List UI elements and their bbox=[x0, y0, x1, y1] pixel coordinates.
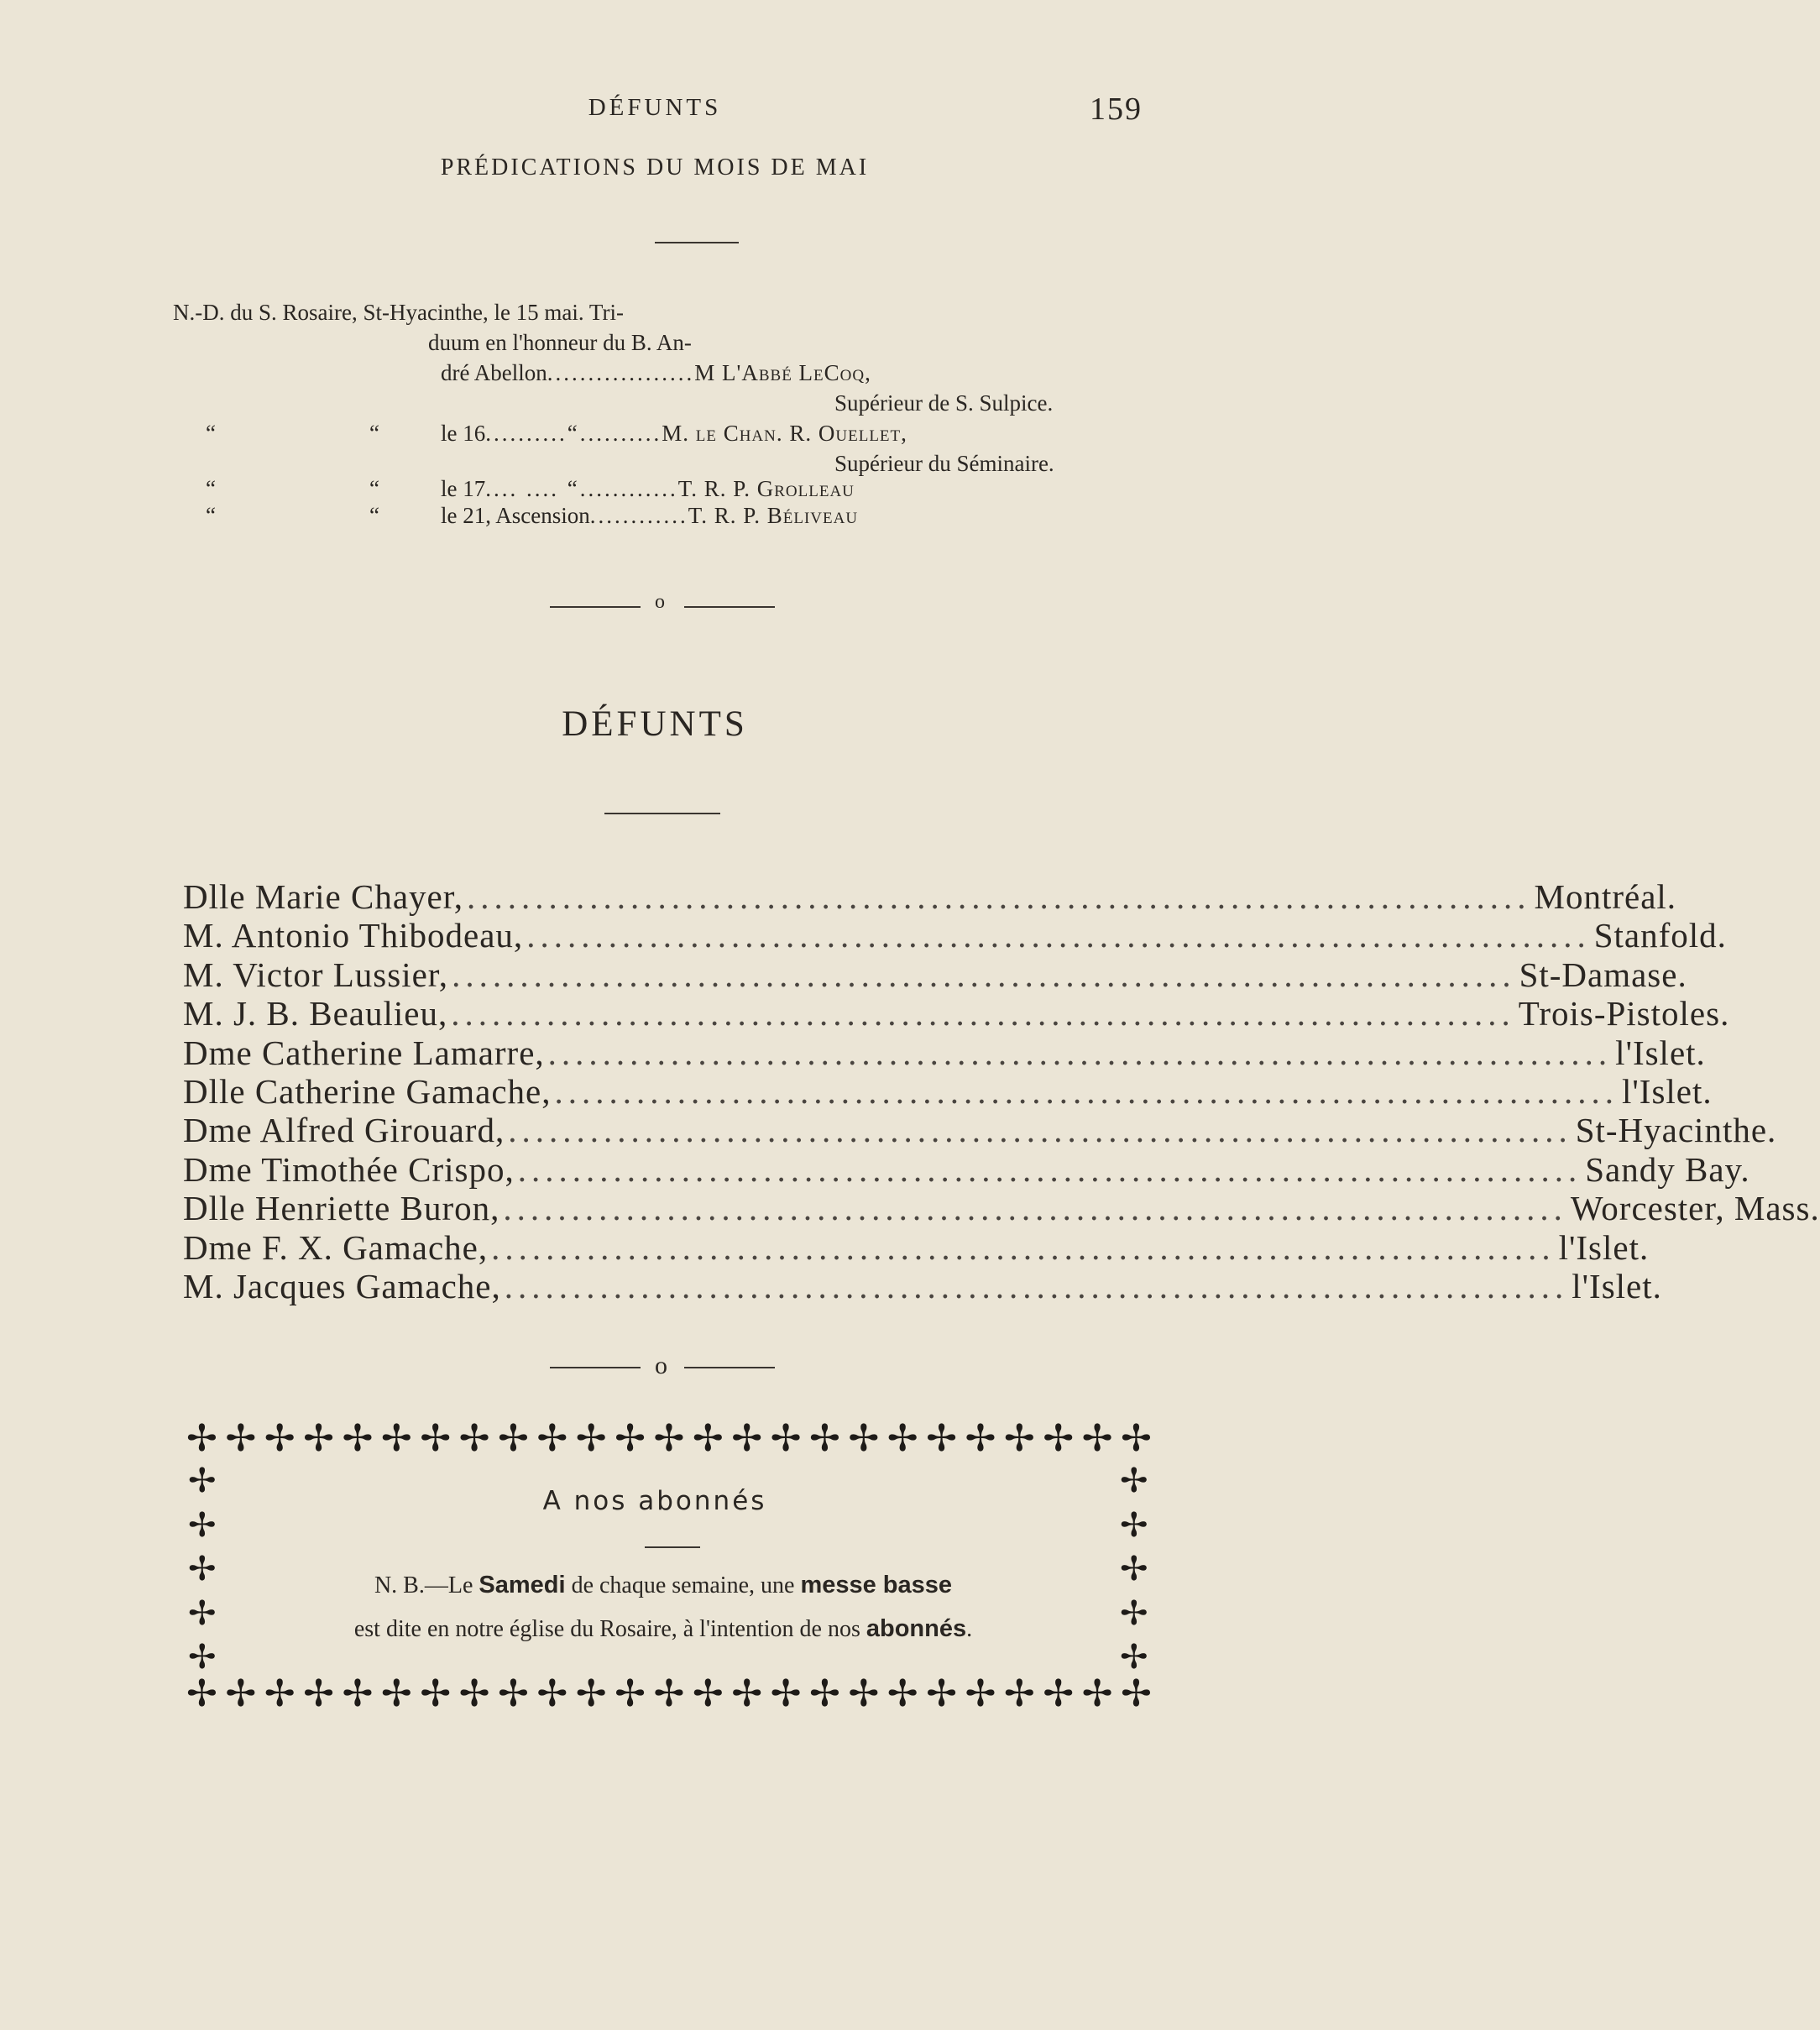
notice-text: de chaque semaine, une bbox=[565, 1572, 801, 1598]
dot-leader: .............................................................................. bbox=[491, 1227, 1556, 1267]
dot-leader: .............................................................................. bbox=[451, 994, 1515, 1033]
ditto-mark: “ bbox=[369, 476, 379, 501]
dot-leader: ............ bbox=[589, 503, 688, 528]
ditto-mark: “ bbox=[206, 503, 216, 528]
deceased-name: M. J. B. Beaulieu, bbox=[183, 994, 448, 1033]
dot-leader: .............................................................................. bbox=[554, 1071, 1619, 1111]
deceased-place: l'Islet. bbox=[1622, 1071, 1713, 1111]
dot-leader: .............................................................................. bbox=[467, 877, 1531, 916]
notice-title: A nos abonnés bbox=[542, 1486, 767, 1516]
running-header: DÉFUNTS bbox=[588, 94, 722, 121]
preaching-text: duum en l'honneur du B. An- bbox=[428, 330, 692, 355]
deceased-place: Trois-Pistoles. bbox=[1518, 994, 1730, 1033]
deceased-place: l'Islet. bbox=[1615, 1033, 1706, 1072]
preaching-text: N.-D. du S. Rosaire, St-Hyacinthe, le 15 mai. Tri- bbox=[173, 300, 624, 325]
deceased-place: l'Islet. bbox=[1558, 1227, 1650, 1267]
dot-leader: .............................................................................. bbox=[526, 916, 1591, 955]
preacher-title: Supérieur du Séminaire. bbox=[834, 451, 1054, 476]
preaching-text: dré Abellon bbox=[441, 360, 547, 385]
separator-ornament: o bbox=[655, 1352, 667, 1379]
deceased-place: Sandy Bay. bbox=[1585, 1149, 1750, 1189]
notice-text: N. B.—Le bbox=[374, 1572, 479, 1598]
dot-leader: .............................................................................. bbox=[503, 1189, 1567, 1228]
ditto-mark: “ bbox=[206, 476, 216, 501]
page-number: 159 bbox=[1090, 92, 1143, 127]
deceased-name: Dlle Marie Chayer, bbox=[183, 877, 463, 916]
ornament-border-top: ✢ ✢ ✢ ✢ ✢ ✢ ✢ ✢ ✢ ✢ ✢ ✢ ✢ ✢ ✢ ✢ ✢ ✢ ✢ ✢ ✢ ✢ ✢ ✢ ✢ bbox=[186, 1418, 1152, 1459]
deceased-name: Dlle Catherine Gamache, bbox=[183, 1071, 552, 1111]
ornament-border-left: ✢ ✢ ✢ ✢ ✢ bbox=[188, 1462, 217, 1676]
preaching-text: le 21, Ascension bbox=[441, 503, 590, 528]
deceased-name: Dme Alfred Girouard, bbox=[183, 1111, 505, 1150]
deceased-section-title: DÉFUNTS bbox=[562, 704, 748, 744]
ornament-border-right: ✢ ✢ ✢ ✢ ✢ bbox=[1120, 1462, 1148, 1676]
dot-leader: .............................................................................. bbox=[547, 1033, 1613, 1072]
deceased-place: St-Hyacinthe. bbox=[1575, 1111, 1777, 1150]
preacher-name: M. le Chan. R. Ouellet, bbox=[662, 421, 907, 446]
deceased-name: Dme Catherine Lamarre, bbox=[183, 1033, 545, 1072]
notice-line-1 bbox=[235, 1563, 1091, 1608]
dot-leader: ..........“.......... bbox=[485, 421, 662, 446]
preaching-section-title: PRÉDICATIONS DU MOIS DE MAI bbox=[440, 154, 870, 181]
notice-emphasis: Samedi bbox=[479, 1572, 566, 1598]
deceased-name: Dme F. X. Gamache, bbox=[183, 1227, 489, 1267]
ditto-mark: “ bbox=[369, 503, 379, 528]
short-rule bbox=[645, 1546, 700, 1548]
dot-leader: .............................................................................. bbox=[452, 955, 1516, 994]
ditto-mark: “ bbox=[369, 421, 379, 446]
dot-leader: .... .... “............ bbox=[485, 476, 678, 501]
deceased-name: Dlle Henriette Buron, bbox=[183, 1189, 500, 1228]
preacher-title: Supérieur de S. Sulpice. bbox=[834, 390, 1054, 416]
notice-text: . bbox=[966, 1616, 973, 1642]
notice-emphasis: abonnés bbox=[866, 1615, 967, 1642]
separator-ornament: o bbox=[655, 591, 665, 613]
notice-text: est dite en notre église du Rosaire, à l'intention de nos bbox=[353, 1616, 866, 1642]
deceased-place: Montréal. bbox=[1534, 877, 1677, 916]
deceased-place: l'Islet. bbox=[1572, 1266, 1662, 1305]
dot-leader: .................. bbox=[547, 360, 695, 385]
deceased-place: Worcester, Mass. bbox=[1570, 1189, 1820, 1228]
deceased-name: M. Jacques Gamache, bbox=[183, 1266, 501, 1305]
preacher-name: T. R. P. Grolleau bbox=[677, 476, 855, 501]
dot-leader: .............................................................................. bbox=[508, 1111, 1572, 1150]
preacher-name: T. R. P. Béliveau bbox=[688, 503, 859, 528]
deceased-name: M. Antonio Thibodeau, bbox=[183, 916, 524, 955]
deceased-place: Stanfold. bbox=[1593, 916, 1727, 955]
notice-line-2 bbox=[235, 1607, 1091, 1651]
deceased-place: St-Damase. bbox=[1519, 955, 1687, 994]
dot-leader: .............................................................................. bbox=[504, 1266, 1569, 1305]
notice-emphasis: messe basse bbox=[800, 1572, 953, 1598]
deceased-name: Dme Timothée Crispo, bbox=[183, 1149, 515, 1189]
dot-leader: .............................................................................. bbox=[517, 1149, 1582, 1189]
deceased-name: M. Victor Lussier, bbox=[183, 955, 449, 994]
ornament-border-bottom: ✢ ✢ ✢ ✢ ✢ ✢ ✢ ✢ ✢ ✢ ✢ ✢ ✢ ✢ ✢ ✢ ✢ ✢ ✢ ✢ ✢ ✢ ✢ ✢ ✢ bbox=[186, 1673, 1152, 1714]
preaching-text: le 16 bbox=[441, 421, 486, 446]
ditto-mark: “ bbox=[206, 421, 216, 446]
preacher-name: M L'Abbé LeCoq, bbox=[694, 360, 871, 385]
preaching-text: le 17 bbox=[441, 476, 486, 501]
